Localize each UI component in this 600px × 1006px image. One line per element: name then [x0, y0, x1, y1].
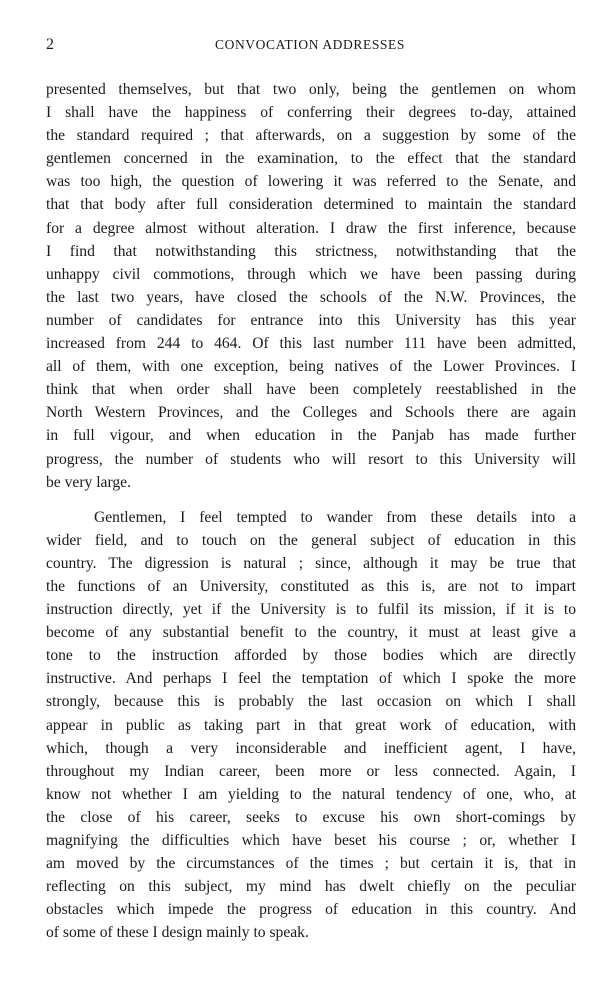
paragraph — [46, 506, 576, 945]
text-line: for a degree almost without alteration. I draw the first inference, because — [46, 219, 576, 237]
text-line: country. The digression is natural ; since, although it may be true that — [46, 554, 576, 572]
text-line: of some of these I design mainly to speak. — [46, 924, 309, 942]
text-line: which, though a very inconsiderable and inefficient agent, I have, — [46, 739, 576, 757]
text-line: become of any substantial benefit to the country, it must at least give a — [46, 624, 576, 642]
text-line: in full vigour, and when education in the Panjab has made further — [46, 427, 576, 445]
running-head: CONVOCATION ADDRESSES — [215, 37, 405, 52]
text-line: progress, the number of students who will resort to this University will — [46, 450, 576, 468]
text-line: Gentlemen, I feel tempted to wander from these details into a — [94, 508, 576, 526]
text-line: the functions of an University, constituted as this is, are not to impart — [46, 577, 576, 595]
body-text — [46, 78, 576, 944]
text-line: instructive. And perhaps I feel the temptation of which I spoke the more — [46, 670, 576, 688]
text-line: the close of his career, seeks to excuse his own short-comings by — [46, 808, 576, 826]
text-line: number of candidates for entrance into this University has this year — [46, 311, 576, 329]
text-line: appear in public as taking part in that great work of education, with — [46, 716, 576, 734]
text-line: I shall have the happiness of conferring their degrees to-day, attained — [46, 104, 576, 122]
text-line: wider field, and to touch on the general subject of education in this — [46, 531, 576, 549]
text-line: that that body after full consideration determined to maintain the standard — [46, 196, 576, 214]
text-line: was too high, the question of lowering it was referred to the Senate, and — [46, 173, 576, 191]
text-line: North Western Provinces, and the Colleges and Schools there are again — [46, 404, 576, 422]
page-header — [46, 36, 574, 56]
text-line: be very large. — [46, 473, 132, 491]
page-number: 2 — [46, 36, 54, 53]
text-line: think that when order shall have been completely reestablished in the — [46, 381, 576, 399]
text-line: obstacles which impede the progress of education in this country. And — [46, 901, 576, 919]
paragraph — [46, 78, 576, 494]
text-line: I find that notwithstanding this strictness, notwithstanding that the — [46, 242, 576, 260]
text-line: unhappy civil commotions, through which we have been passing during — [46, 265, 576, 283]
text-line: strongly, because this is probably the last occasion on which I shall — [46, 693, 576, 711]
text-line: instruction directly, yet if the University is to fulfil its mission, if it is to — [46, 601, 576, 619]
text-line: presented themselves, but that two only, being the gentlemen on whom — [46, 81, 576, 98]
text-line: reflecting on this subject, my mind has dwelt chiefly on the peculiar — [46, 878, 576, 896]
text-line: magnifying the difficulties which have beset his course ; or, whether I — [46, 832, 576, 849]
text-line: know not whether I am yielding to the natural tendency of one, who, at — [46, 785, 576, 803]
text-line: the last two years, have closed the schools of the N.W. Provinces, the — [46, 288, 576, 306]
text-line: throughout my Indian career, been more or less connected. Again, I — [46, 762, 576, 780]
text-line: tone to the instruction afforded by those bodies which are directly — [46, 647, 576, 665]
text-line: all of them, with one exception, being natives of the Lower Provinces. I — [46, 358, 576, 376]
text-line: gentlemen concerned in the examination, to the effect that the standard — [46, 150, 576, 168]
text-line: the standard required ; that afterwards, on a suggestion by some of the — [46, 127, 576, 145]
text-line: am moved by the circumstances of the times ; but certain it is, that in — [46, 855, 576, 873]
text-line: increased from 244 to 464. Of this last number 111 have been admitted, — [46, 335, 576, 353]
